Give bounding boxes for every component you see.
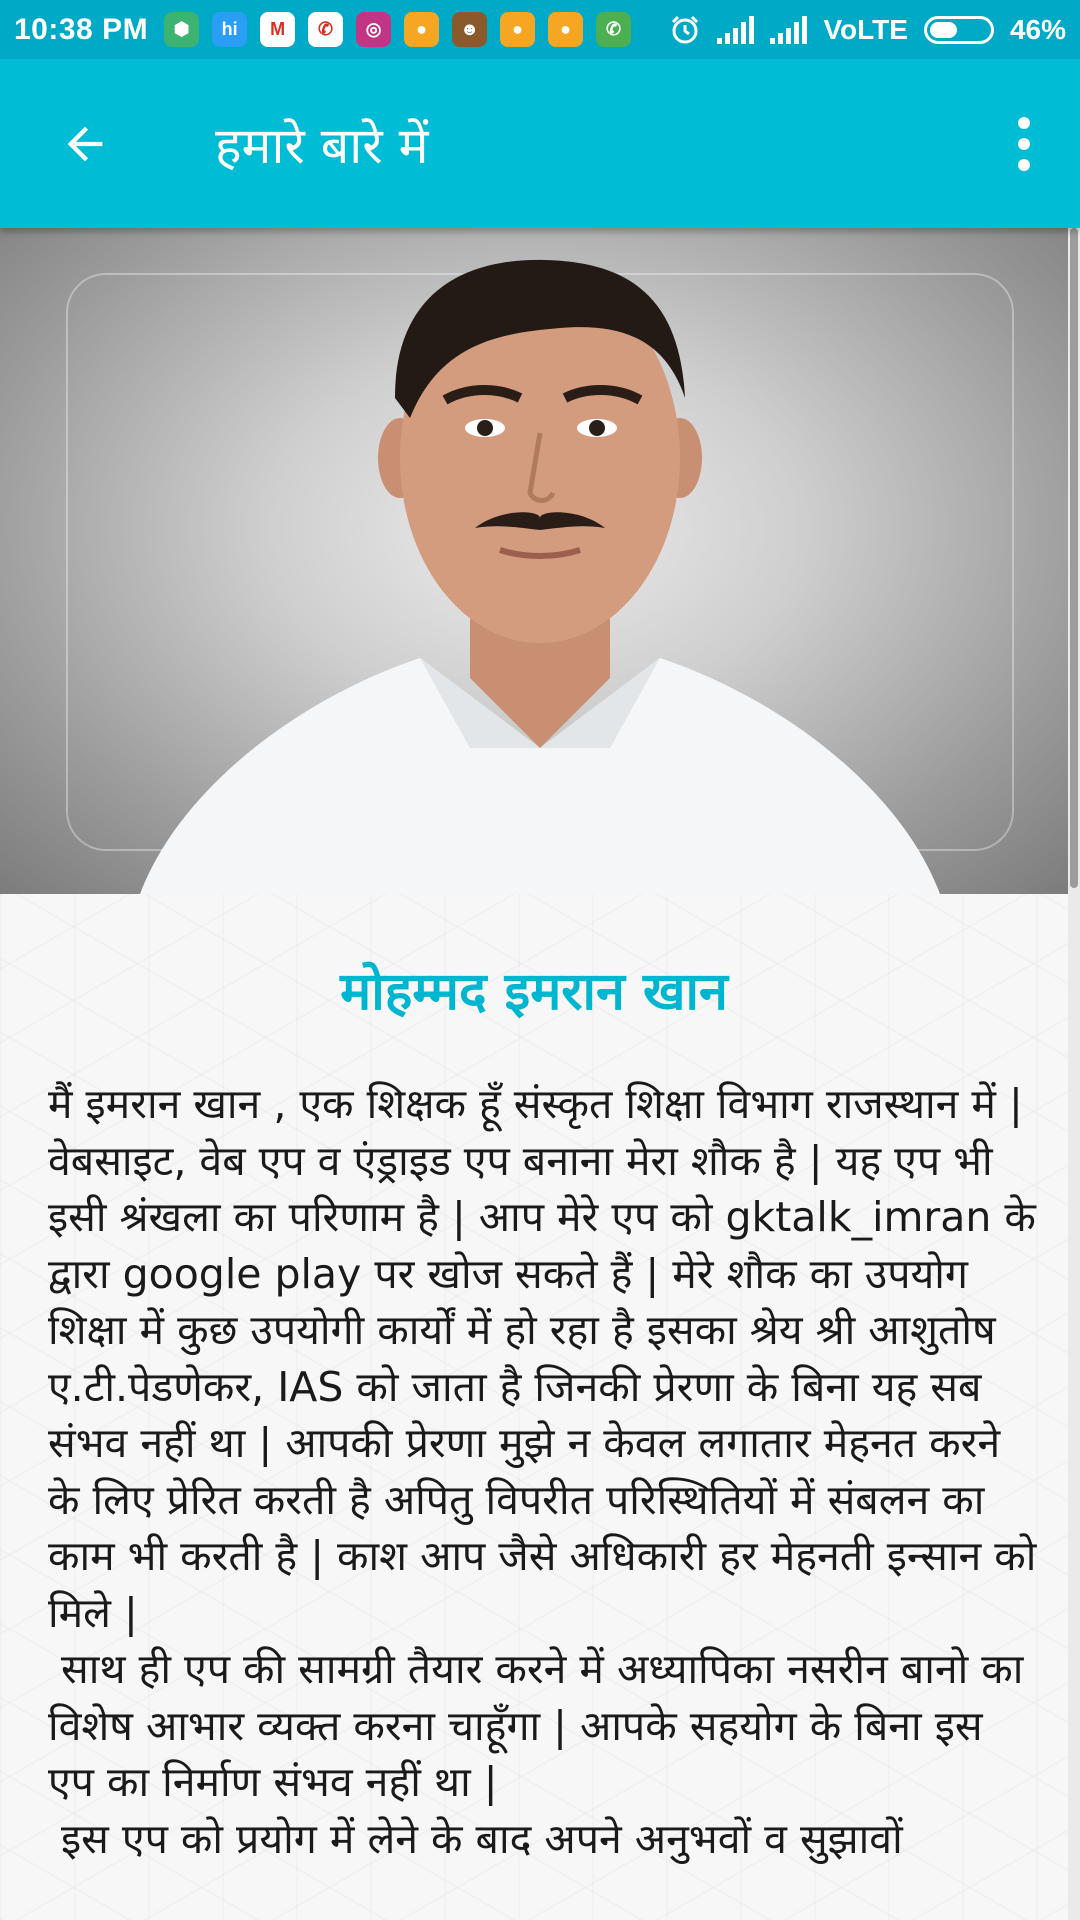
- instagram-notification-icon: ◎: [356, 12, 391, 47]
- alarm-icon: [669, 14, 701, 46]
- volte-label: VoLTE: [823, 13, 908, 45]
- hi-app-notification-icon: hi: [212, 12, 247, 47]
- signal-icon-2: [770, 16, 807, 44]
- signal-icon: [717, 16, 754, 44]
- person-name: मोहम्मद इमरान खान: [340, 962, 728, 1022]
- app-bar: [0, 59, 1080, 228]
- chat-notification-icon: ●: [404, 12, 439, 47]
- scrollbar[interactable]: [1068, 228, 1080, 1920]
- shield-notification-icon: ⬢: [164, 12, 199, 47]
- status-right: [669, 14, 1066, 46]
- about-text: मैं इमरान खान , एक शिक्षक हूँ संस्कृत शिक्षा विभाग राजस्थान में | वेबसाइट, वेब एप व एंड्राइड एप बनाना मेरा शौक है | यह एप भी इसी श्रंखला का परिणाम है | आप मेरे एप को gktalk_imran के द्वारा google play पर खोज सकते हैं | मेरे शौक का उपयोग शिक्षा में कुछ उपयोगी कार्यों में हो रहा है इसका श्रेय श्री आशुतोष ए.टी.पेडणेकर, IAS को जाता है जिनकी प्रेरणा के बिना यह सब संभव नहीं था | आपकी प्रेरणा मुझे न केवल लगातार मेहनत करने के लिए प्रेरित करती है अपितु विपरीत परिस्थितियों में संबलन का काम भी करती है | काश आप जैसे अधिकारी हर मेहनती इन्सान को मिले | साथ ही एप की सामग्री तैयार करने में अध्यापिका नसरीन बानो का विशेष आभार व्यक्त करना चाहूँगा | आपके सहयोग के बिना इस एप का निर्माण संभव नहीं था | इस एप को प्रयोग में लेने के बाद अपने अनुभवों व सुझावों: [48, 1080, 1037, 1863]
- whatsapp-notification-icon: ✆: [596, 12, 631, 47]
- arrow-left-icon: [59, 118, 111, 170]
- gmail-notification-icon: M: [260, 12, 295, 47]
- person-illustration: [0, 228, 1068, 894]
- scrollbar-thumb[interactable]: [1070, 228, 1078, 888]
- battery-percent: 46%: [1009, 13, 1066, 45]
- back-button[interactable]: [40, 99, 130, 189]
- page-title: हमारे बारे में: [215, 116, 429, 175]
- chat-notification-icon-3: ●: [548, 12, 583, 47]
- photo-notification-icon: ☻: [452, 12, 487, 47]
- phone-notification-icon: ✆: [308, 12, 343, 47]
- battery-icon: [924, 16, 994, 44]
- overflow-menu-button[interactable]: [1004, 99, 1044, 189]
- profile-photo: [0, 228, 1068, 894]
- chat-notification-icon-2: ●: [500, 12, 535, 47]
- status-bar: [0, 0, 1080, 59]
- notification-icons: [164, 12, 631, 47]
- about-content: [0, 894, 1068, 1920]
- status-time: 10:38 PM: [14, 12, 149, 46]
- more-vert-icon: [1018, 117, 1030, 129]
